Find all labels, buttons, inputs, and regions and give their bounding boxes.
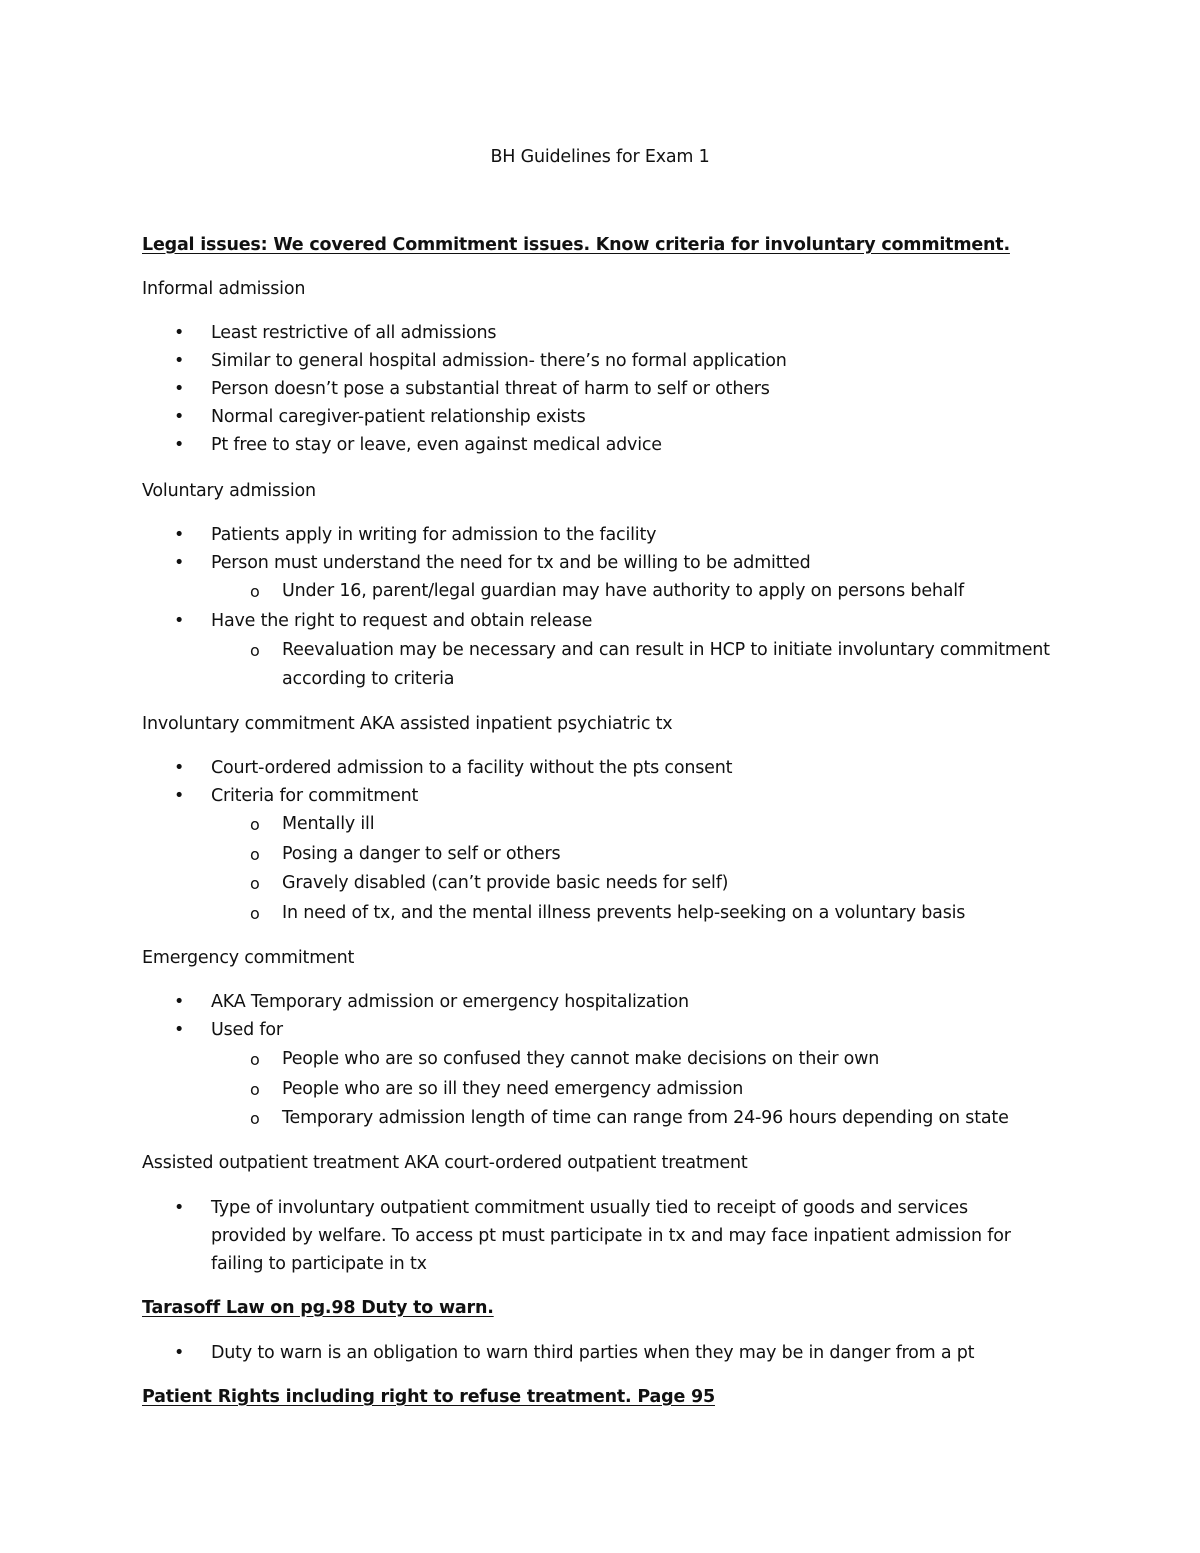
bullet-icon: • [174, 1020, 185, 1040]
sub-list-item: Posing a danger to self or others [282, 844, 561, 864]
sub-list-item: People who are so confused they cannot make decisions on their own [282, 1049, 880, 1069]
list-item: Pt free to stay or leave, even against medical advice [211, 435, 662, 455]
bullet-icon: • [174, 323, 185, 343]
sub-list-item-continuation: according to criteria [282, 669, 455, 689]
sub-bullet-icon: o [250, 1080, 260, 1099]
assisted-outpatient-heading: Assisted outpatient treatment AKA court-ordered outpatient treatment [142, 1153, 748, 1173]
bullet-icon: • [174, 1343, 185, 1363]
list-item: Have the right to request and obtain release [211, 611, 593, 631]
sub-bullet-icon: o [250, 1050, 260, 1069]
legal-issues-heading: Legal issues: We covered Commitment issues. Know criteria for involuntary commitment. [142, 235, 1010, 255]
list-item: Court-ordered admission to a facility without the pts consent [211, 758, 733, 778]
patient-rights-heading: Patient Rights including right to refuse treatment. Page 95 [142, 1387, 715, 1407]
list-item: Normal caregiver-patient relationship exists [211, 407, 586, 427]
bullet-icon: • [174, 992, 185, 1012]
list-item: Similar to general hospital admission- there’s no formal application [211, 351, 787, 371]
list-item: Person doesn’t pose a substantial threat of harm to self or others [211, 379, 770, 399]
sub-list-item: Under 16, parent/legal guardian may have authority to apply on persons behalf [282, 581, 964, 601]
list-item: AKA Temporary admission or emergency hospitalization [211, 992, 689, 1012]
list-item: Person must understand the need for tx and be willing to be admitted [211, 553, 811, 573]
bullet-icon: • [174, 379, 185, 399]
sub-bullet-icon: o [250, 641, 260, 660]
bullet-icon: • [174, 351, 185, 371]
sub-list-item: Mentally ill [282, 814, 375, 834]
list-item: Patients apply in writing for admission to the facility [211, 525, 657, 545]
sub-bullet-icon: o [250, 904, 260, 923]
informal-admission-heading: Informal admission [142, 279, 306, 299]
sub-bullet-icon: o [250, 582, 260, 601]
sub-bullet-icon: o [250, 1109, 260, 1128]
sub-list-item: In need of tx, and the mental illness prevents help-seeking on a voluntary basis [282, 903, 966, 923]
sub-list-item: Reevaluation may be necessary and can result in HCP to initiate involuntary commitment [282, 640, 1050, 660]
involuntary-commitment-heading: Involuntary commitment AKA assisted inpatient psychiatric tx [142, 714, 673, 734]
list-item: Type of involuntary outpatient commitment usually tied to receipt of goods and services [211, 1198, 968, 1218]
list-item: Least restrictive of all admissions [211, 323, 497, 343]
bullet-icon: • [174, 1198, 185, 1218]
list-item-continuation: provided by welfare. To access pt must participate in tx and may face inpatient admission for [211, 1226, 1011, 1246]
sub-list-item: Gravely disabled (can’t provide basic needs for self) [282, 873, 729, 893]
document-title: BH Guidelines for Exam 1 [490, 147, 710, 167]
tarasoff-heading: Tarasoff Law on pg.98 Duty to warn. [142, 1298, 494, 1318]
bullet-icon: • [174, 786, 185, 806]
bullet-icon: • [174, 758, 185, 778]
sub-bullet-icon: o [250, 845, 260, 864]
bullet-icon: • [174, 435, 185, 455]
list-item-continuation: failing to participate in tx [211, 1254, 427, 1274]
voluntary-admission-heading: Voluntary admission [142, 481, 316, 501]
bullet-icon: • [174, 407, 185, 427]
bullet-icon: • [174, 611, 185, 631]
sub-list-item: Temporary admission length of time can range from 24-96 hours depending on state [282, 1108, 1009, 1128]
sub-bullet-icon: o [250, 874, 260, 893]
emergency-commitment-heading: Emergency commitment [142, 948, 355, 968]
bullet-icon: • [174, 553, 185, 573]
sub-bullet-icon: o [250, 815, 260, 834]
list-item: Duty to warn is an obligation to warn third parties when they may be in danger from a pt [211, 1343, 975, 1363]
sub-list-item: People who are so ill they need emergency admission [282, 1079, 744, 1099]
bullet-icon: • [174, 525, 185, 545]
list-item: Used for [211, 1020, 283, 1040]
list-item: Criteria for commitment [211, 786, 419, 806]
